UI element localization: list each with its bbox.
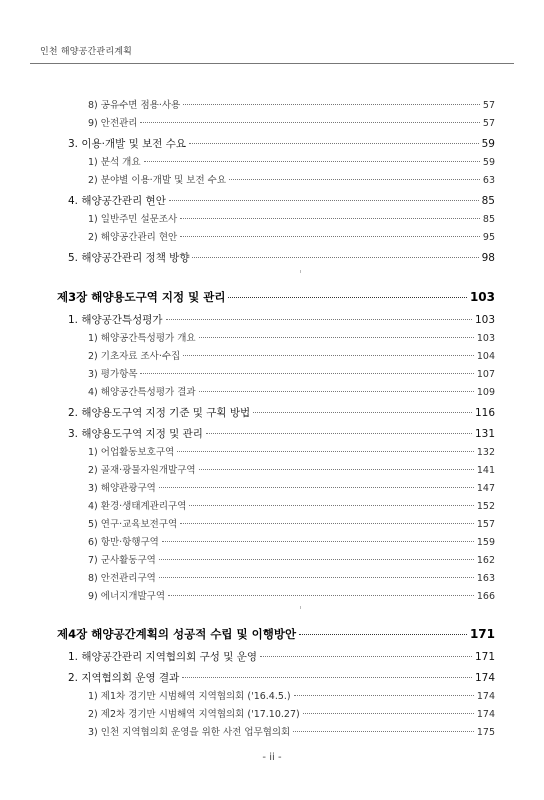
toc-entry-page: 152: [476, 501, 495, 512]
toc-entry-title: 3) 해양관광구역: [88, 483, 156, 494]
toc-entry: [88, 330, 495, 344]
toc-entry: [88, 211, 495, 225]
dot-leader: [189, 505, 473, 506]
toc-entry-page: 59: [482, 157, 495, 168]
dot-leader: [159, 577, 474, 578]
dot-leader: [303, 713, 474, 714]
dot-leader: [294, 695, 474, 696]
toc-entry-page: 104: [476, 351, 495, 362]
toc-entry-page: 103: [469, 290, 495, 304]
dot-leader: [299, 634, 467, 635]
toc-entry: [68, 649, 495, 664]
toc-entry-title: 1) 일반주민 설문조사: [88, 214, 178, 225]
toc-entry-page: 85: [482, 214, 495, 225]
toc-entry-page: 147: [476, 483, 495, 494]
toc-entry-page: 57: [482, 100, 495, 111]
dot-leader: [180, 523, 474, 524]
toc-entry: [88, 229, 495, 243]
dot-leader: [180, 236, 480, 237]
toc-entry-page: 171: [474, 651, 495, 663]
toc-entry-title: 2) 제2차 경기만 시범해역 지역협의회 ('17.10.27): [88, 709, 300, 720]
toc-entry: [88, 480, 495, 494]
toc-entry: [88, 444, 495, 458]
toc-entry-title: 1. 해양공간관리 지역협의회 구성 및 운영: [68, 651, 257, 663]
toc-entry-title: 4) 환경·생태계관리구역: [88, 501, 187, 512]
running-header: 인천 해양공간관리계획: [40, 47, 133, 57]
toc-entry-title: 6) 항만·항행구역: [88, 537, 159, 548]
dot-leader: [144, 161, 480, 162]
toc-entry-page: 109: [476, 387, 495, 398]
dot-leader: [199, 469, 474, 470]
dot-leader: [199, 391, 474, 392]
page-number: - ii -: [262, 752, 282, 763]
toc-entry: [88, 462, 495, 476]
dot-leader: [140, 122, 479, 123]
toc-entry-page: 103: [476, 333, 495, 344]
toc-entry-title: 5. 해양공간관리 정책 방향: [68, 252, 190, 264]
dot-leader: [293, 731, 474, 732]
dot-leader: [140, 373, 473, 374]
toc-entry-page: 103: [474, 314, 495, 326]
toc-entry-title: 8) 안전관리구역: [88, 573, 156, 584]
toc-entry-page: 174: [476, 709, 495, 720]
toc-entry-title: 2. 해양용도구역 지정 기준 및 구획 방법: [68, 407, 251, 419]
dot-leader: [260, 656, 472, 657]
toc-entry-page: 157: [476, 519, 495, 530]
toc-entry-title: 4) 해양공간특성평가 결과: [88, 387, 196, 398]
toc-entry-page: 132: [476, 447, 495, 458]
toc-entry-title: 2) 분야별 이용·개발 및 보전 수요: [88, 175, 226, 186]
toc-entry-title: 2. 지역협의회 운영 결과: [68, 672, 180, 684]
toc-entry-page: 166: [476, 591, 495, 602]
toc-entry: [88, 570, 495, 584]
toc-entry-page: 174: [474, 672, 495, 684]
toc-entry-title: 제3장 해양용도구역 지정 및 관리: [57, 290, 226, 304]
dot-leader: [253, 412, 472, 413]
toc-entry-page: 59: [481, 138, 495, 150]
dot-leader: [189, 143, 479, 144]
toc-entry-title: 3) 인천 지역협의회 운영을 위한 사전 업무협의회: [88, 727, 291, 738]
toc-entry-title: 3. 해양용도구역 지정 및 관리: [68, 428, 203, 440]
toc-entry-page: 98: [481, 252, 495, 264]
toc-entry: [68, 405, 495, 420]
dot-leader: [162, 541, 474, 542]
dot-leader: [182, 677, 472, 678]
section-mark: [300, 606, 301, 609]
toc-entry: [88, 516, 495, 530]
toc-entry-title: 3) 평가항목: [88, 369, 138, 380]
toc-entry: [88, 552, 495, 566]
toc-entry: [88, 97, 495, 111]
toc-entry: [88, 688, 495, 702]
toc-entry-page: 141: [476, 465, 495, 476]
dot-leader: [159, 559, 474, 560]
toc-entry: [68, 136, 495, 151]
toc-entry-title: 7) 군사활동구역: [88, 555, 156, 566]
toc-entry-title: 5) 연구·교육보전구역: [88, 519, 178, 530]
toc-entry-title: 9) 안전관리: [88, 118, 138, 129]
dot-leader: [199, 337, 474, 338]
toc-entry-page: 175: [476, 727, 495, 738]
toc-entry: [88, 724, 495, 738]
toc-entry-title: 제4장 해양공간계획의 성공적 수립 및 이행방안: [57, 627, 297, 641]
dot-leader: [183, 104, 480, 105]
toc-entry-page: 159: [476, 537, 495, 548]
toc-entry: [88, 588, 495, 602]
dot-leader: [229, 179, 480, 180]
dot-leader: [166, 319, 472, 320]
toc-entry-page: 163: [476, 573, 495, 584]
toc-entry-title: 2) 골재·광물자원개발구역: [88, 465, 196, 476]
dot-leader: [159, 487, 474, 488]
toc-entry-title: 3. 이용·개발 및 보전 수요: [68, 138, 186, 150]
toc-chapter-entry: [57, 626, 495, 642]
toc-entry: [88, 115, 495, 129]
dot-leader: [168, 595, 474, 596]
toc-entry: [88, 706, 495, 720]
toc-entry-page: 174: [476, 691, 495, 702]
toc-entry-page: 116: [474, 407, 495, 419]
toc-entry-page: 57: [482, 118, 495, 129]
toc-entry-page: 162: [476, 555, 495, 566]
toc-entry: [88, 366, 495, 380]
toc-entry-page: 85: [481, 195, 495, 207]
dot-leader: [169, 200, 479, 201]
toc-entry-title: 4. 해양공간관리 현안: [68, 195, 166, 207]
dot-leader: [183, 355, 474, 356]
toc-entry-title: 2) 기초자료 조사·수집: [88, 351, 181, 362]
toc-entry: [68, 312, 495, 327]
toc-entry-page: 63: [482, 175, 495, 186]
toc-entry: [88, 534, 495, 548]
dot-leader: [206, 433, 472, 434]
toc-entry-page: 131: [474, 428, 495, 440]
toc-entry: [88, 384, 495, 398]
toc-entry: [88, 154, 495, 168]
toc-entry: [68, 193, 495, 208]
toc-entry-page: 171: [469, 627, 495, 641]
toc-entry-title: 2) 해양공간관리 현안: [88, 232, 178, 243]
dot-leader: [177, 451, 474, 452]
dot-leader: [228, 297, 467, 298]
toc-entry-page: 107: [476, 369, 495, 380]
dot-leader: [192, 257, 478, 258]
toc-entry: [68, 250, 495, 265]
toc-entry-title: 9) 에너지개발구역: [88, 591, 166, 602]
dot-leader: [180, 218, 480, 219]
toc-entry: [68, 426, 495, 441]
toc-entry: [68, 670, 495, 685]
toc-entry-title: 1) 분석 개요: [88, 157, 141, 168]
toc-entry: [88, 348, 495, 362]
toc-entry-page: 95: [482, 232, 495, 243]
section-mark: [300, 270, 301, 273]
toc-entry-title: 1) 해양공간특성평가 개요: [88, 333, 196, 344]
toc-entry-title: 1. 해양공간특성평가: [68, 314, 163, 326]
toc-entry-title: 1) 제1차 경기만 시범해역 지역협의회 ('16.4.5.): [88, 691, 291, 702]
toc-entry: [88, 498, 495, 512]
toc-entry-title: 8) 공유수면 점용·사용: [88, 100, 181, 111]
toc-entry-title: 1) 어업활동보호구역: [88, 447, 175, 458]
toc-entry: [88, 172, 495, 186]
toc-chapter-entry: [57, 289, 495, 305]
